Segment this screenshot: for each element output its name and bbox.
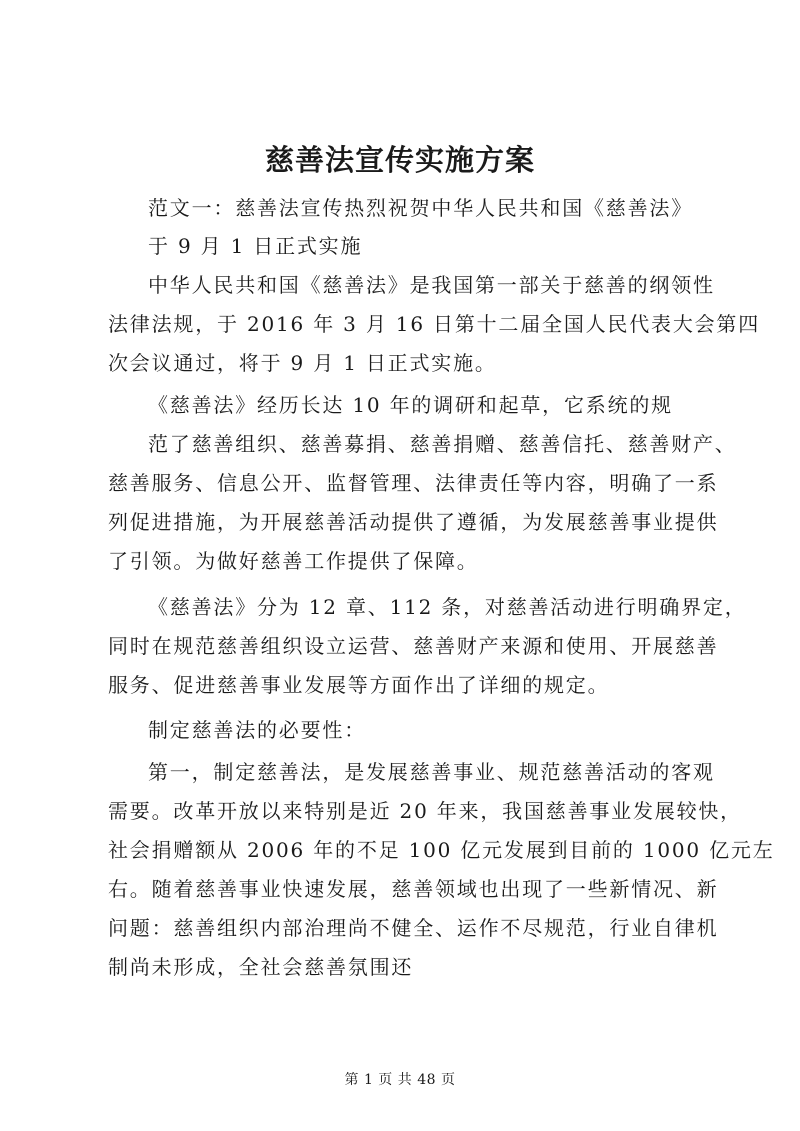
- text-line: 中华人民共和国《慈善法》是我国第一部关于慈善的纲领性: [148, 273, 715, 297]
- text-line: 《慈善法》经历长达 10 年的调研和起草，它系统的规: [148, 393, 673, 417]
- document-title: 慈善法宣传实施方案: [264, 143, 535, 177]
- page-number-footer: 第 1 页 共 48 页: [344, 1072, 456, 1088]
- text-line: 次会议通过，将于 9 月 1 日正式实施。: [108, 351, 497, 375]
- text-line: 问题：慈善组织内部治理尚不健全、运作不尽规范，行业自律机: [108, 916, 719, 940]
- text-line: 了引领。为做好慈善工作提供了保障。: [108, 549, 479, 573]
- text-line: 需要。改革开放以来特别是近 20 年来，我国慈善事业发展较快，: [108, 799, 742, 823]
- text-line: 社会捐赠额从 2006 年的不足 100 亿元发展到目前的 1000 亿元左: [108, 838, 775, 862]
- text-line: 制定慈善法的必要性：: [148, 718, 366, 742]
- text-line: 《慈善法》分为 12 章、112 条，对慈善活动进行明确界定，: [148, 595, 747, 619]
- text-line: 第一，制定慈善法，是发展慈善事业、规范慈善活动的客观: [148, 760, 715, 784]
- text-line: 范了慈善组织、慈善募捐、慈善捐赠、慈善信托、慈善财产、: [148, 432, 737, 456]
- text-line: 法律法规，于 2016 年 3 月 16 日第十二届全国人民代表大会第四: [108, 312, 761, 336]
- text-line: 服务、促进慈善事业发展等方面作出了详细的规定。: [108, 673, 610, 697]
- text-line: 列促进措施，为开展慈善活动提供了遵循，为发展慈善事业提供: [108, 510, 719, 534]
- text-line: 同时在规范慈善组织设立运营、慈善财产来源和使用、开展慈善: [108, 634, 719, 658]
- text-line: 慈善服务、信息公开、监督管理、法律责任等内容，明确了一系: [108, 471, 719, 495]
- text-line: 制尚未形成，全社会慈善氛围还: [108, 955, 414, 979]
- text-line: 范文一：慈善法宣传热烈祝贺中华人民共和国《慈善法》: [148, 196, 693, 220]
- text-line: 于 9 月 1 日正式实施: [148, 234, 363, 258]
- text-line: 右。随着慈善事业快速发展，慈善领域也出现了一些新情况、新: [108, 877, 719, 901]
